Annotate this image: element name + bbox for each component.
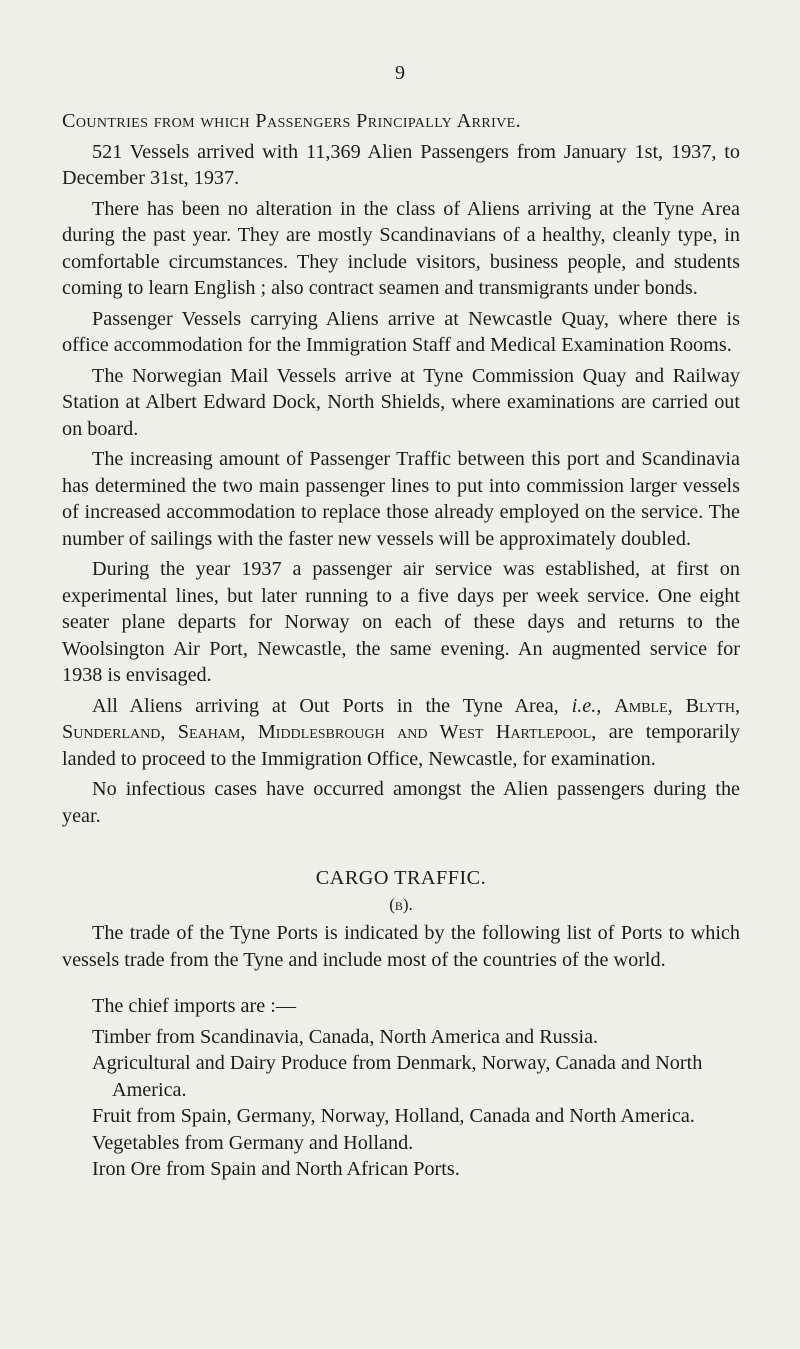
out-ports-text-start: All Aliens arriving at Out Ports in the Tyne Area, — [92, 694, 572, 717]
paragraph-newcastle-quay: Passenger Vessels carrying Aliens arrive at Newcastle Quay, where there is office accommodation for the Immigration Staff and Medical Examination Rooms. — [62, 307, 740, 356]
page-number: 9 — [395, 62, 405, 84]
paragraph-infectious-cases: No infectious cases have occurred amongst the Alien passengers during the year. — [62, 778, 740, 827]
out-ports-list: Amble, Blyth, Sunderland, Seaham, Middlesbrough and West Hartlepool — [62, 694, 741, 743]
out-ports-text-end: , are temporarily landed to proceed to the Immigration Office, Newcastle, for examination. — [62, 721, 740, 770]
paragraph-vessel-count: 521 Vessels arrived with 11,369 Alien Passengers from January 1st, 1937, to December 31st, 1937. — [62, 140, 740, 189]
cargo-traffic-title: CARGO TRAFFIC. — [315, 867, 487, 889]
section-heading: Countries from which Passengers Principally Arrive. — [62, 110, 522, 132]
paragraph-alien-class: There has been no alteration in the class of Aliens arriving at the Tyne Area during the past year. They are mostly Scandinavians of a healthy, cleanly type, in comfortable circumstances. They include visitors, business people, and students coming to learn English ; also contract seamen and transmigrants under bonds. — [62, 197, 740, 299]
import-item-vegetables: Vegetables from Germany and Holland. — [92, 1131, 414, 1154]
import-item-iron-ore: Iron Ore from Spain and North African Ports. — [92, 1158, 460, 1180]
paragraph-out-ports — [62, 693, 740, 773]
paragraph-tyne-trade: The trade of the Tyne Ports is indicated by the following list of Ports to which vessels trade from the Tyne and include most of the countries of the world. — [62, 922, 740, 971]
import-item-agricultural: Agricultural and Dairy Produce from Denmark, Norway, Canada and North America. — [92, 1052, 703, 1101]
paragraph-passenger-traffic: The increasing amount of Passenger Traffic between this port and Scandinavia has determined the two main passenger lines to put into commission larger vessels of increased accommodation to replace those already employed on the service. The number of sailings with the faster new vessels will be approximately doubled. — [62, 448, 740, 550]
import-item-timber: Timber from Scandinavia, Canada, North America and Russia. — [92, 1025, 599, 1048]
page-content — [62, 108, 740, 1183]
paragraph-norwegian-mail: The Norwegian Mail Vessels arrive at Tyne Commission Quay and Railway Station at Albert Edward Dock, North Shields, where examinations are carried out on board. — [62, 364, 740, 440]
out-ports-ie: i.e. — [571, 694, 597, 717]
imports-label: The chief imports are :— — [92, 995, 297, 1017]
imports-list — [62, 1024, 740, 1183]
paragraph-air-service: During the year 1937 a passenger air service was established, at first on experimental lines, but later running to a five days per week service. One eight seater plane departs for Norway on each of these days and returns to the Woolsington Air Port, Newcastle, the same evening. An augmented service for 1938 is envisaged. — [62, 558, 740, 686]
import-item-fruit: Fruit from Spain, Germany, Norway, Holland, Canada and North America. — [92, 1105, 695, 1127]
cargo-traffic-subtitle: (b). — [389, 894, 413, 914]
out-ports-comma: , — [596, 694, 615, 717]
